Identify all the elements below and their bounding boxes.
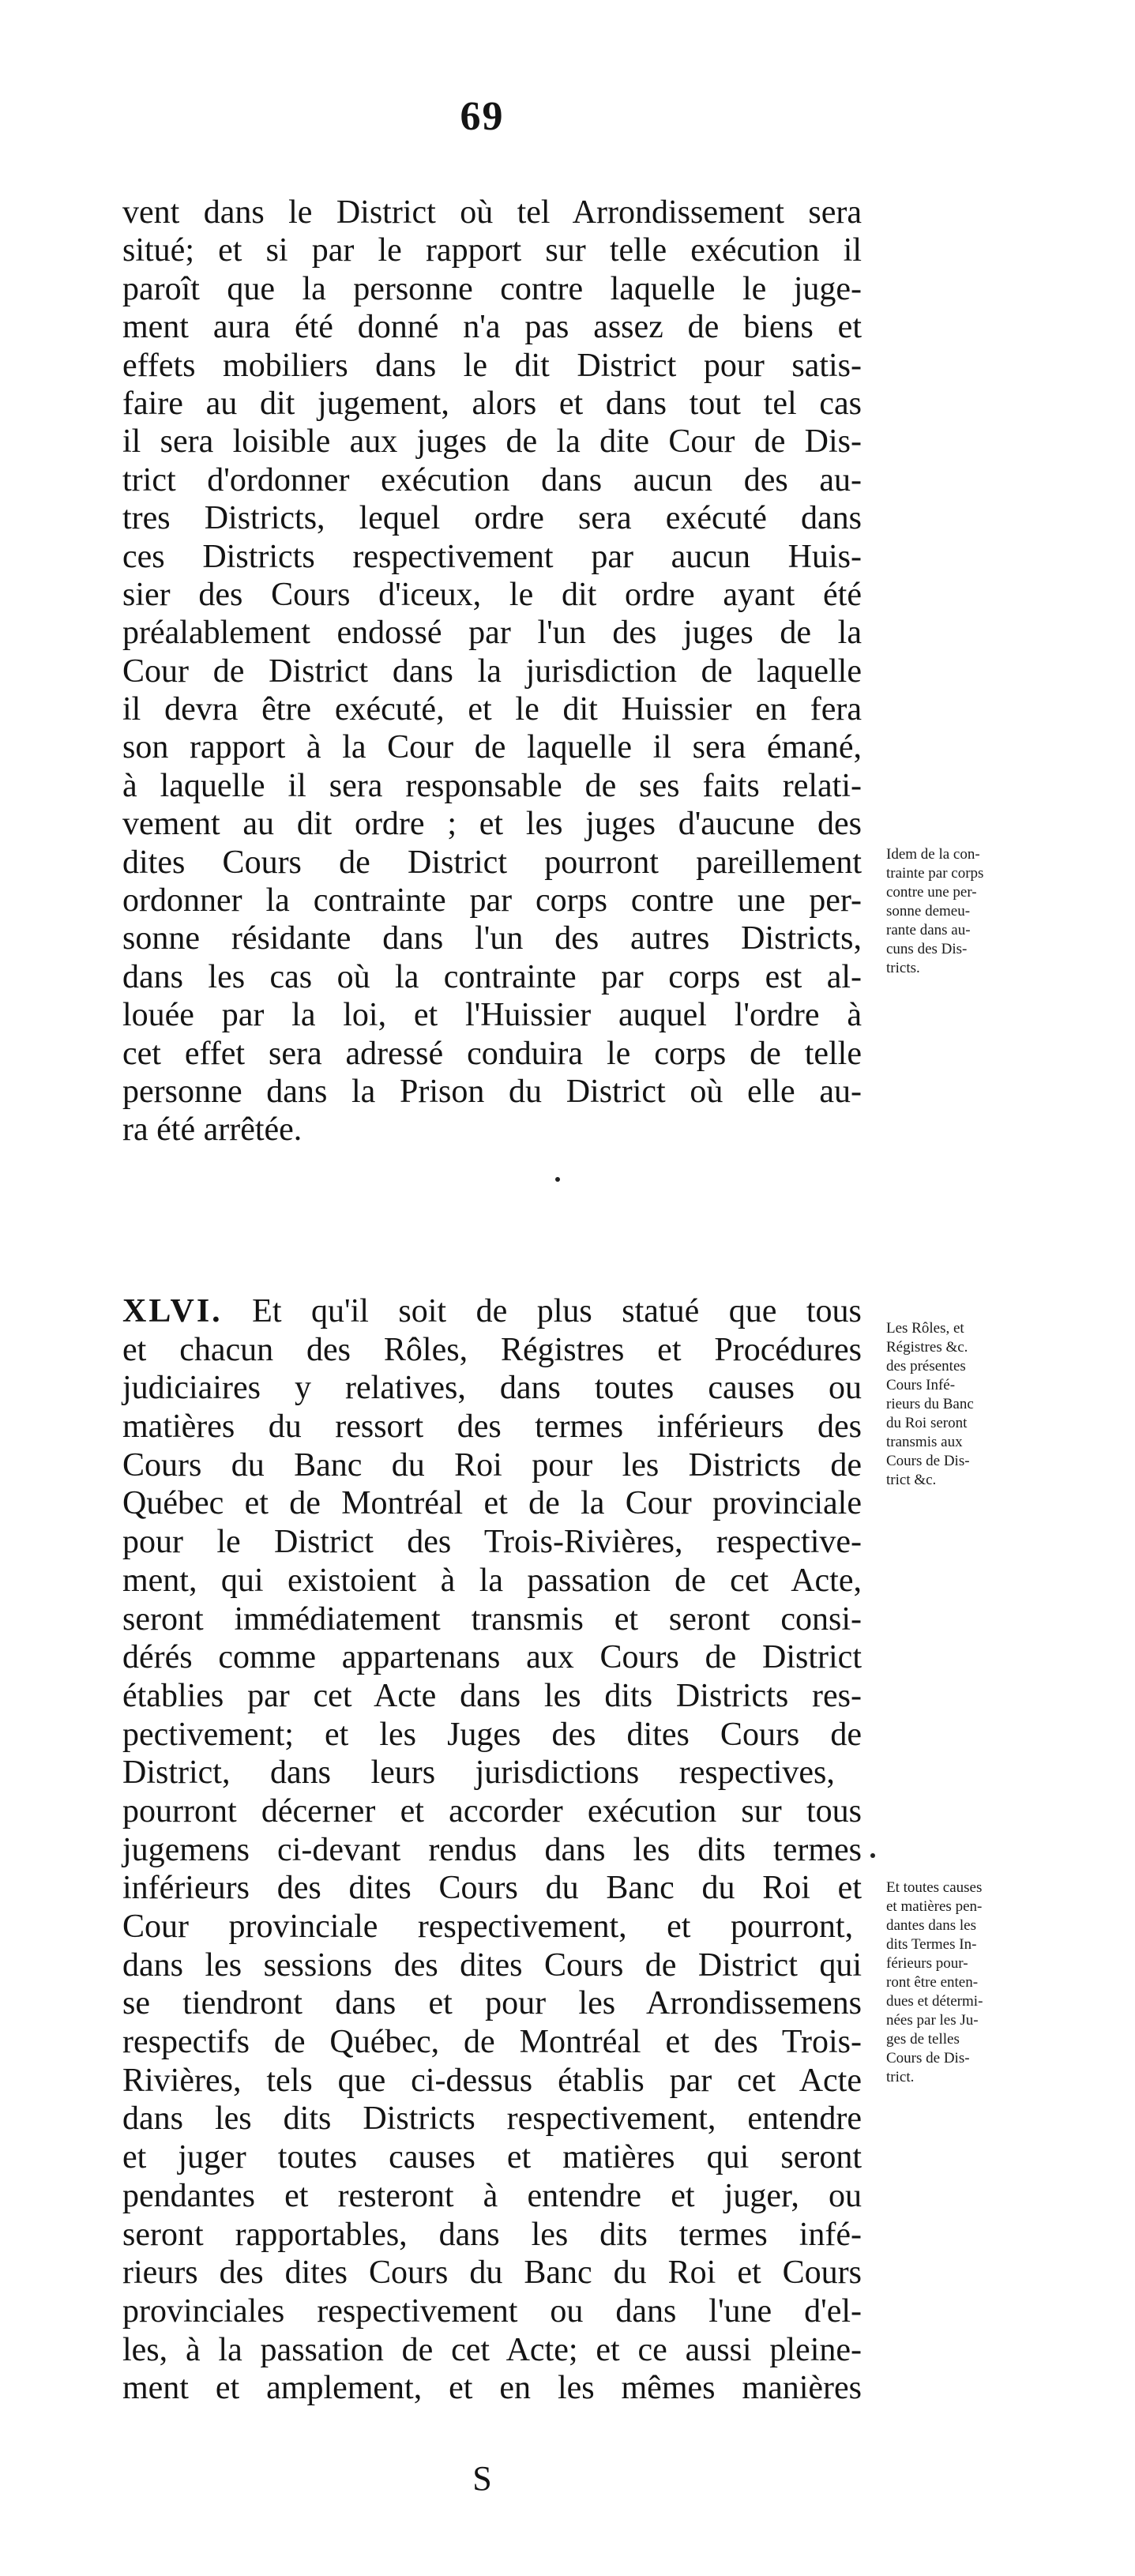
text-line: ment et amplement, et en les mêmes manières <box>122 2370 862 2407</box>
note-line: cuns des Dis- <box>886 941 968 957</box>
text-line: sonne résidante dans l'un des autres Districts, <box>122 920 862 957</box>
text-line: cet effet sera adressé conduira le corps de telle <box>122 1035 862 1072</box>
note-line: transmis aux <box>886 1434 963 1450</box>
note-line: Régistres &c. <box>886 1339 968 1356</box>
text-line: faire au dit jugement, alors et dans tout tel cas <box>122 385 862 422</box>
text-line: et chacun des Rôles, Régistres et Procédures <box>122 1331 862 1368</box>
text-line: pourront décerner et accorder exécution sur tous <box>122 1792 862 1830</box>
text-line: ment, qui existoient à la passation de cet Acte, <box>122 1562 862 1599</box>
text-line: judiciaires y relatives, dans toutes causes ou <box>122 1370 862 1407</box>
text-line: effets mobiliers dans le dit District pour satis- <box>122 347 862 384</box>
text-line: matières du ressort des termes inférieurs des <box>122 1408 862 1446</box>
note-line: dits Termes In- <box>886 1936 977 1953</box>
text-line: sier des Cours d'iceux, le dit ordre ayant été <box>122 576 862 613</box>
note-line: férieurs pour- <box>886 1955 968 1972</box>
note-line: trict &c. <box>886 1472 937 1488</box>
word: soit <box>398 1293 447 1329</box>
note-line: ront être enten- <box>886 1974 979 1991</box>
word: statué <box>622 1293 700 1329</box>
word: que <box>728 1293 777 1329</box>
text-line: ces Districts respectivement par aucun Huis- <box>122 538 862 575</box>
section-1-body <box>122 194 862 1149</box>
note-line: dantes dans les <box>886 1917 976 1934</box>
text-line: Québec et de Montréal et de la Cour provinciale <box>122 1485 862 1522</box>
text-line: jugemens ci-devant rendus dans les dits termes <box>122 1831 862 1868</box>
text-line: dérés comme appartenans aux Cours de District <box>122 1639 862 1676</box>
text-line: dites Cours de District pourront pareillement <box>122 844 862 881</box>
note-line: trict. <box>886 2069 915 2085</box>
text-line: Cour provinciale respectivement, et pourront, <box>122 1908 854 1945</box>
text-line: à laquelle il sera responsable de ses faits relati- <box>122 767 862 804</box>
text-line: ordonner la contrainte par corps contre une per- <box>122 882 862 919</box>
text-line: louée par la loi, et l'Huissier auquel l'ordre à <box>122 997 862 1034</box>
text-line: pectivement; et les Juges des dites Cours de <box>122 1716 862 1753</box>
text-line: ra été arrêtée. <box>122 1111 303 1149</box>
text-line: vement au dit ordre ; et les juges d'aucune des <box>122 806 862 843</box>
note-line: Et toutes causes <box>886 1879 983 1896</box>
note-line: dues et détermi- <box>886 1993 983 2010</box>
text-line: Rivières, tels que ci-dessus établis par cet Acte <box>122 2062 862 2099</box>
text-line: se tiendront dans et pour les Arrondissemens <box>122 1985 862 2022</box>
note-line: tricts. <box>886 960 920 976</box>
text-line: pendantes et resteront à entendre et juger, ou <box>122 2177 862 2214</box>
word: plus <box>536 1293 592 1329</box>
note-line: Cours Infé- <box>886 1377 956 1393</box>
text-line: et juger toutes causes et matières qui seront <box>122 2139 862 2176</box>
margin-note-contrainte <box>886 845 1044 978</box>
note-line: Les Rôles, et <box>886 1320 964 1337</box>
note-line: nées par les Ju- <box>886 2012 979 2029</box>
section-xlvi-body <box>122 1292 862 2408</box>
text-line: établies par cet Acte dans les dits Districts res- <box>122 1677 862 1714</box>
note-line: ges de telles <box>886 2031 960 2048</box>
word: qu'il <box>311 1293 369 1329</box>
text-line: personne dans la Prison du District où elle au- <box>122 1073 862 1110</box>
note-line: Cours de Dis- <box>886 1453 970 1469</box>
note-line: sonne demeu- <box>886 903 971 919</box>
stray-dot <box>555 1177 560 1182</box>
text-line: situé; et si par le rapport sur telle exécution il <box>122 232 862 269</box>
word: de <box>475 1293 508 1329</box>
margin-note-roles <box>886 1319 1044 1490</box>
text-line: ment aura été donné n'a pas assez de biens et <box>122 309 862 346</box>
text-line: il sera loisible aux juges de la dite Cour de Dis- <box>122 423 862 461</box>
text-line: Cour de District dans la jurisdiction de laquelle <box>122 652 862 690</box>
margin-note-causes <box>886 1878 1044 2087</box>
note-line: Idem de la con- <box>886 846 980 863</box>
text-line: vent dans le District où tel Arrondissement sera <box>122 194 862 231</box>
note-line: et matières pen- <box>886 1898 983 1915</box>
text-line: paroît que la personne contre laquelle le juge- <box>122 270 862 307</box>
stray-dot <box>870 1853 875 1858</box>
page-number: 69 <box>460 94 505 139</box>
text-line: tres Districts, lequel ordre sera exécuté dans <box>122 500 862 537</box>
text-line: provinciales respectivement ou dans l'une d'el- <box>122 2292 862 2330</box>
text-line: son rapport à la Cour de laquelle il sera émané, <box>122 729 862 766</box>
text-line: dans les cas où la contrainte par corps est al- <box>122 958 862 995</box>
text-line: District, dans leurs jurisdictions respectives, <box>122 1754 835 1792</box>
text-line: inférieurs des dites Cours du Banc du Roi et <box>122 1870 862 1907</box>
word: Et <box>252 1293 282 1329</box>
section-first-line <box>122 1292 862 1331</box>
text-line: seront immédiatement transmis et seront consi- <box>122 1600 862 1638</box>
text-line: Cours du Banc du Roi pour les Districts de <box>122 1446 862 1484</box>
note-line: rieurs du Banc <box>886 1396 974 1412</box>
text-line: les, à la passation de cet Acte; et ce aussi pleine- <box>122 2331 862 2368</box>
note-line: du Roi seront <box>886 1415 968 1431</box>
text-line: dans les sessions des dites Cours de District qui <box>122 1946 862 1984</box>
note-line: rante dans au- <box>886 922 971 938</box>
text-line: rieurs des dites Cours du Banc du Roi et Cours <box>122 2254 862 2292</box>
note-line: Cours de Dis- <box>886 2050 970 2066</box>
text-line: il devra être exécuté, et le dit Huissier en fera <box>122 691 862 728</box>
section-number: XLVI. <box>122 1293 223 1329</box>
text-line: pour le District des Trois-Rivières, respective- <box>122 1524 862 1561</box>
note-line: trainte par corps <box>886 865 984 882</box>
note-line: des présentes <box>886 1358 966 1374</box>
text-line: préalablement endossé par l'un des juges de la <box>122 615 862 652</box>
text-line: dans les dits Districts respectivement, entendre <box>122 2100 862 2138</box>
text-line: trict d'ordonner exécution dans aucun des au- <box>122 461 862 498</box>
note-line: contre une per- <box>886 884 977 901</box>
text-line: seront rapportables, dans les dits termes infé- <box>122 2216 862 2253</box>
text-line: respectifs de Québec, de Montréal et des Trois- <box>122 2024 862 2061</box>
signature-mark: S <box>472 2459 492 2498</box>
word: tous <box>806 1293 862 1329</box>
